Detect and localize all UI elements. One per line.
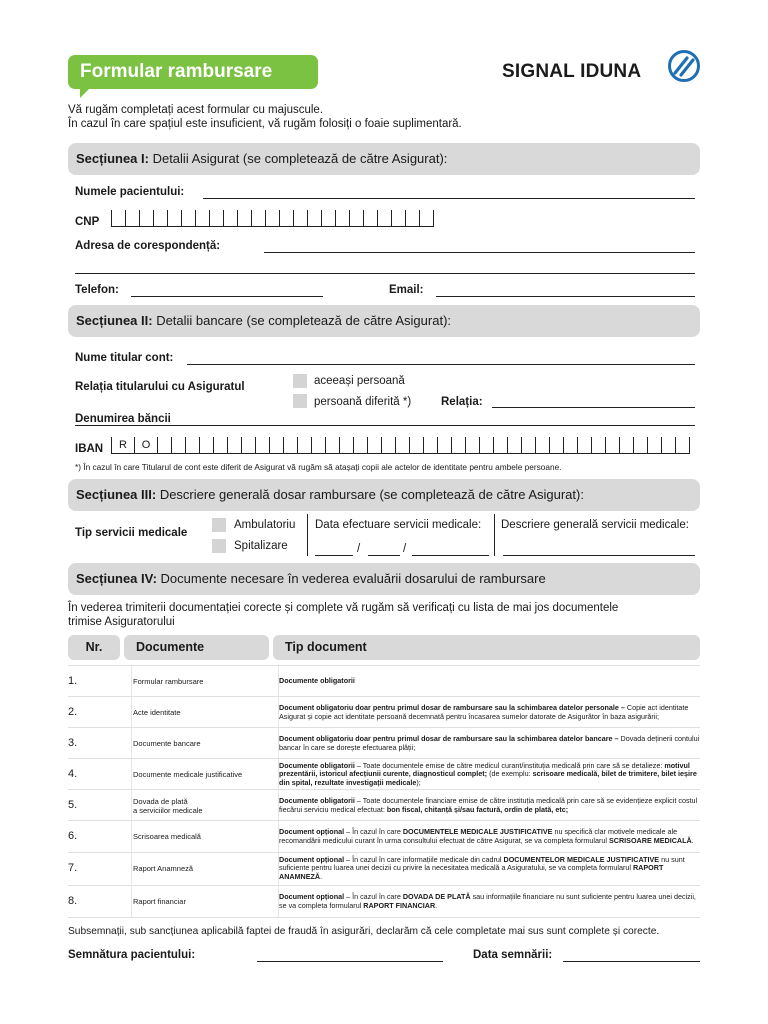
- row-document: Documente bancare: [131, 728, 263, 759]
- section-4-header: [68, 563, 700, 595]
- row-type-bold-2: DOVADA DE PLATĂ: [402, 891, 471, 901]
- row-document: Acte identitate: [131, 697, 263, 728]
- signature-field[interactable]: [257, 961, 443, 962]
- table-row: [68, 885, 700, 918]
- row-type-text: Copie act identitate Asigurat și copie act identitate persoană decemnată pentru încasarea sumelor datorate de Asigurător în baza asigurării;: [279, 702, 689, 721]
- service-description-field[interactable]: [503, 555, 695, 556]
- address-field-line-2[interactable]: [75, 273, 695, 274]
- section-4-title-bold: Secțiunea IV:: [76, 571, 157, 586]
- holder-label: Nume titular cont:: [75, 352, 174, 364]
- row-document: Raport Anamneză: [131, 853, 263, 884]
- service-date-day-field[interactable]: [315, 555, 353, 556]
- row-type-bold-3: RAPORT ANAMNEZĂ: [279, 863, 664, 881]
- row-type-text: – Toate documentele financiare emise de către instituția medicală prin care să se evidențieze explicit costul fiecărui serviciu medical efectuat:: [279, 795, 698, 814]
- date-slash-2: /: [403, 543, 407, 555]
- relation-field[interactable]: [492, 407, 695, 408]
- row-type: [278, 666, 701, 697]
- other-person-label: persoană diferită *): [314, 396, 412, 408]
- row-document: [131, 790, 263, 821]
- cnp-label: CNP: [75, 216, 100, 228]
- row-document-line-2: a serviciilor medicale: [133, 805, 203, 815]
- row-document-line-1: Dovada de plată: [133, 796, 188, 806]
- iban-footnote: *) În cazul în care Titularul de cont este diferit de Asigurat vă rugăm să atașați copii ale actelor de identitate pentru ambele persoane.: [75, 462, 562, 472]
- intro-line-1: Vă rugăm completați acest formular cu majuscule.: [68, 104, 324, 116]
- brand-name: SIGNAL IDUNA: [502, 61, 642, 82]
- address-field[interactable]: [264, 252, 695, 253]
- row-type-text: – În cazul în care: [344, 891, 401, 901]
- table-row: [68, 727, 700, 759]
- section-2-title-bold: Secțiunea II:: [76, 313, 153, 328]
- section-4-title-rest: Documente necesare în vederea evaluării dosarului de rambursare: [156, 571, 546, 586]
- section-1-header: [68, 143, 700, 175]
- row-type-bold: Documente obligatorii: [279, 760, 355, 770]
- patient-name-label: Numele pacientului:: [75, 186, 185, 198]
- row-type-bold-3: scrisoare medicală, bilet de trimitere, bilet ieșire din spital, rezultate investigații medicale: [279, 769, 697, 787]
- iban-r: R: [111, 437, 134, 453]
- row-type-text: Dovada deținerii contului bancar în care se dorește efectuarea plății;: [279, 733, 700, 752]
- row-type: [278, 821, 701, 852]
- service-date-year-field[interactable]: [412, 555, 489, 556]
- row-document: Formular rambursare: [131, 666, 263, 697]
- holder-field[interactable]: [187, 364, 695, 365]
- phone-label: Telefon:: [75, 284, 119, 296]
- section-4-intro-line-2: trimise Asiguratorului: [68, 615, 175, 628]
- row-number: 1.: [68, 675, 78, 687]
- row-number: 6.: [68, 830, 78, 842]
- table-row: [68, 820, 700, 852]
- row-type: [278, 759, 701, 790]
- outpatient-checkbox[interactable]: [212, 518, 226, 532]
- address-label: Adresa de corespondență:: [75, 240, 221, 252]
- row-type-text-3: .: [691, 835, 694, 845]
- row-number: 8.: [68, 895, 78, 907]
- outpatient-label: Ambulatoriu: [234, 519, 296, 531]
- row-type-bold: Document opțional: [279, 826, 345, 836]
- email-label: Email:: [389, 284, 424, 296]
- row-type-bold: Documente obligatorii: [279, 795, 355, 805]
- row-type-bold-3: RAPORT FINANCIAR: [363, 900, 436, 910]
- table-row: [68, 696, 700, 728]
- row-type-bold-2: motivul prezentării, istoricul afecțiunii curente, diagnosticul complet;: [279, 760, 690, 779]
- row-type-bold-2: bon fiscal, chitanță și/sau factură, ordin de plată, etc;: [386, 804, 569, 814]
- relation-field-label: Relația:: [441, 396, 483, 408]
- table-row: [68, 665, 700, 697]
- table-row: [68, 758, 700, 790]
- column-divider: [307, 514, 308, 556]
- inpatient-checkbox[interactable]: [212, 539, 226, 553]
- service-date-month-field[interactable]: [368, 555, 400, 556]
- row-type-text: – În cazul în care informațiile medicale din cadrul: [344, 854, 502, 864]
- section-3-title-rest: Descriere generală dosar rambursare (se completează de către Asigurat):: [156, 487, 584, 502]
- signature-date-label: Data semnării:: [473, 949, 553, 961]
- section-2-header: [68, 305, 700, 337]
- section-1-title-rest: Detalii Asigurat (se completează de către Asigurat):: [148, 151, 448, 166]
- row-type-bold-3: SCRISOARE MEDICALĂ: [609, 835, 692, 845]
- table-row: [68, 852, 700, 884]
- email-field[interactable]: [436, 296, 695, 297]
- column-header-documents: Documente: [124, 635, 269, 660]
- inpatient-label: Spitalizare: [234, 540, 288, 552]
- row-number: 2.: [68, 706, 78, 718]
- row-type-text: – Toate documentele emise de către medicul curant/instituția medicală prin care să se detalieze:: [354, 760, 663, 770]
- section-4-intro-line-1: În vederea trimiterii documentației corecte și complete vă rugăm să verificați cu lista de mai jos documentele: [68, 602, 619, 614]
- service-date-label: Data efectuare servicii medicale:: [315, 519, 482, 531]
- row-type: [278, 886, 701, 917]
- row-type-bold: Document obligatoriu doar pentru primul dosar de rambursare sau la schimbarea datelor bancare –: [279, 733, 619, 743]
- row-document: Raport financiar: [131, 886, 263, 917]
- row-type-text-2: nu sunt suficiente pentru luarea unei decizii cu privire la necesitatea medicală a Asiguratului, se va completa formularul: [279, 854, 685, 873]
- section-4-intro: [68, 602, 618, 629]
- row-type-bold: Documente obligatorii: [279, 676, 355, 686]
- table-row: [68, 789, 700, 821]
- row-type: [278, 728, 701, 759]
- signature-date-field[interactable]: [563, 961, 700, 962]
- section-2-title-rest: Detalii bancare (se completează de către Asigurat):: [152, 313, 452, 328]
- declaration-text: Subsemnații, sub sancțiunea aplicabilă faptei de fraudă în asigurări, declarăm că cele completate mai sus sunt complete și corecte.: [68, 926, 660, 937]
- signal-iduna-logo-icon: [667, 49, 701, 88]
- same-person-label: aceeași persoană: [314, 375, 405, 387]
- service-type-label: Tip servicii medicale: [75, 527, 188, 539]
- bank-field[interactable]: [75, 425, 695, 426]
- row-type-bold: Document obligatoriu doar pentru primul dosar de rambursare sau la schimbarea datelor personale –: [279, 702, 625, 712]
- row-type-text-2: nu specifică clar motivele medicale ale recomandării medicului curant în urma consultului efectuat de către Asigurat, se va completa formularul: [279, 826, 678, 845]
- row-type-text-3: .: [435, 900, 438, 910]
- row-type-text-3: );: [416, 777, 421, 787]
- form-title: Formular rambursare: [68, 55, 318, 89]
- cnp-field[interactable]: [111, 210, 434, 227]
- same-person-checkbox[interactable]: [293, 374, 307, 388]
- column-header-nr: Nr.: [68, 635, 120, 660]
- iban-label: IBAN: [75, 443, 104, 455]
- row-type-text: – În cazul în care: [344, 826, 401, 836]
- bank-label: Denumirea băncii: [75, 413, 171, 425]
- row-type-bold: Document opțional: [279, 854, 345, 864]
- other-person-checkbox[interactable]: [293, 394, 307, 408]
- row-type-text-2: (de exemplu:: [489, 769, 531, 779]
- iban-o: O: [134, 437, 157, 453]
- row-type-text-3: .: [320, 871, 323, 881]
- row-type-bold: Document opțional: [279, 891, 345, 901]
- relation-label: Relația titularului cu Asiguratul: [75, 381, 245, 393]
- date-slash-1: /: [357, 543, 361, 555]
- section-3-title-bold: Secțiunea III:: [76, 487, 157, 502]
- row-type-text-2: sau informațiile financiare nu sunt suficiente pentru luarea unei decizii, se va completa formularul: [279, 891, 696, 910]
- title-tab-tail: [80, 88, 90, 98]
- row-number: 5.: [68, 799, 78, 811]
- intro-text: [68, 103, 462, 131]
- section-3-header: [68, 479, 700, 511]
- row-number: 4.: [68, 768, 78, 780]
- row-type: [278, 697, 701, 728]
- row-type-bold-2: DOCUMENTELE MEDICALE JUSTIFICATIVE: [402, 826, 553, 836]
- column-divider: [494, 514, 495, 556]
- row-type: [278, 853, 701, 884]
- row-number: 3.: [68, 737, 78, 749]
- row-type-bold-2: DOCUMENTELOR MEDICALE JUSTIFICATIVE: [503, 854, 660, 864]
- phone-field[interactable]: [131, 296, 323, 297]
- signature-label: Semnătura pacientului:: [68, 949, 196, 961]
- column-header-type: Tip document: [273, 635, 700, 660]
- row-document: Documente medicale justificative: [131, 759, 263, 790]
- iban-field[interactable]: [111, 437, 690, 454]
- row-type: [278, 790, 701, 821]
- patient-name-field[interactable]: [203, 198, 695, 199]
- row-document: Scrisoarea medicală: [131, 821, 263, 852]
- intro-line-2: În cazul în care spațiul este insuficient, vă rugăm folosiți o foaie suplimentară.: [68, 118, 462, 130]
- row-number: 7.: [68, 862, 78, 874]
- section-1-title-bold: Secțiunea I:: [76, 151, 149, 166]
- service-description-label: Descriere generală servicii medicale:: [501, 519, 689, 531]
